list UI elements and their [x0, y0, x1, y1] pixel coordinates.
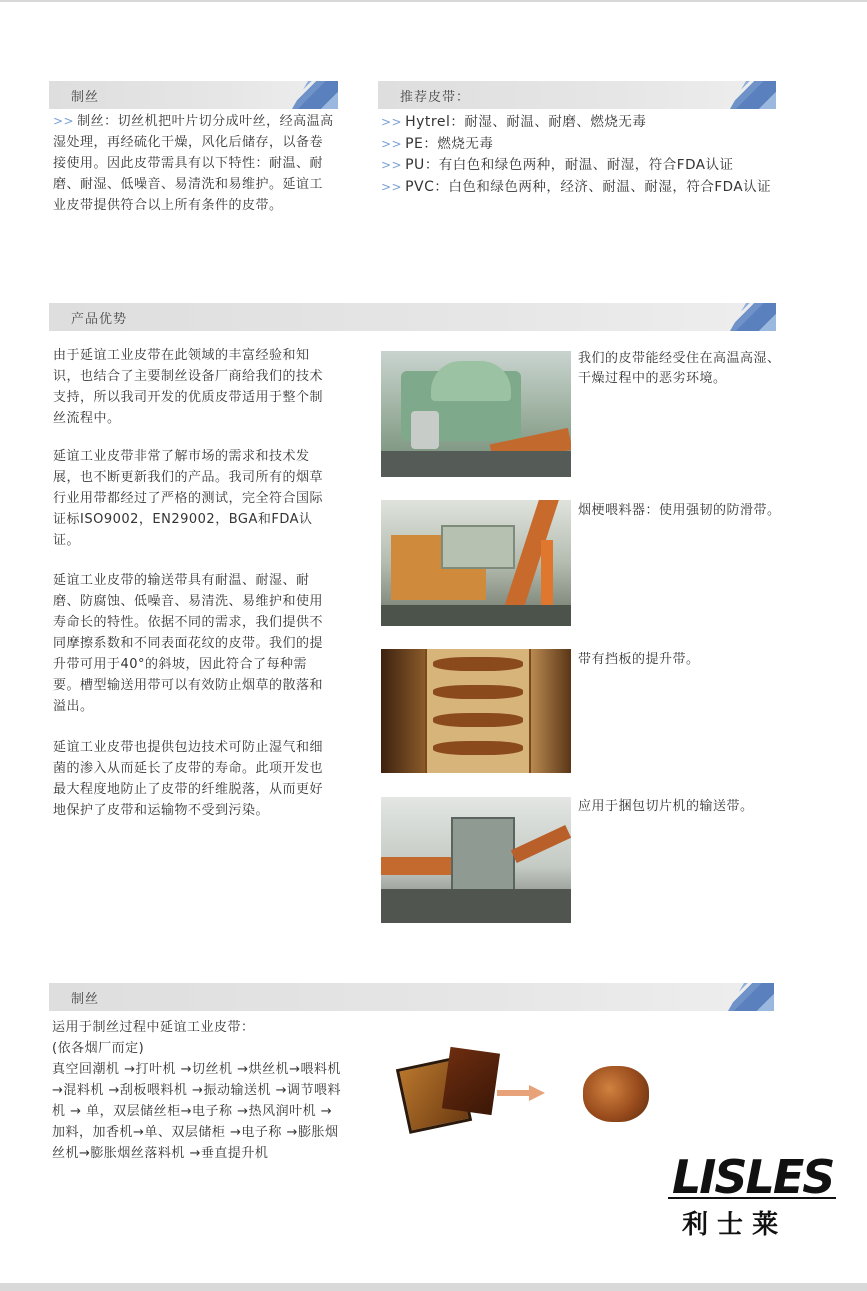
bottom-border	[0, 1283, 867, 1291]
chevron-double-right-icon: >>	[381, 179, 403, 194]
advantage-paragraph-2: 延谊工业皮带非常了解市场的需求和技术发展，也不断更新我们的产品。我司所有的烟草行业用带都经过了严格的测试，完全符合国际证标ISO9002，EN29002，BGA和FDA认证。	[53, 449, 324, 548]
company-logo	[668, 1145, 838, 1240]
tobacco-bale-image	[402, 1048, 502, 1128]
photo-stem-feeder	[381, 500, 571, 626]
list-item	[381, 134, 781, 156]
advantage-paragraph-1: 由于延谊工业皮带在此领域的丰富经验和知识，也结合了主要制丝设备厂商给我们的技术支持，所以我司开发的优质皮带适用于整个制丝流程中。	[53, 348, 324, 426]
header-stripe-decoration	[730, 81, 776, 109]
belt-name: Hytrel	[405, 114, 451, 130]
chevron-double-right-icon: >>	[381, 115, 403, 129]
belt-desc: ：有白色和绿色两种，耐温、耐湿，符合FDA认证	[424, 157, 734, 173]
header-stripe-decoration	[728, 983, 774, 1011]
caption-3: 带有挡板的提升带。	[578, 652, 700, 667]
list-item	[381, 177, 781, 199]
photo-cleated-belt	[381, 649, 571, 773]
belt-name: PVC	[405, 178, 435, 195]
chevron-double-right-icon: >>	[381, 136, 403, 151]
process-text-block	[52, 1017, 342, 1164]
section-header-recommend	[378, 81, 776, 109]
cut-tobacco-image	[583, 1066, 649, 1122]
list-item	[381, 112, 781, 134]
advantage-paragraph-3: 延谊工业皮带的输送带具有耐温、耐湿、耐磨、防腐蚀、低噪音、易清洗、易维护和使用寿命长的特性。依据不同的需求，我们提供不同摩擦系数和不同表面花纹的皮带。我们的提升带可用于40°的斜坡，因此符合了每种需要。槽型输送用带可以有效防止烟草的散落和溢出。	[53, 573, 324, 714]
chevron-double-right-icon: >>	[53, 114, 75, 128]
logo-chinese: 利 士 莱	[682, 1210, 779, 1240]
arrow-right-icon	[497, 1085, 545, 1101]
caption-4: 应用于捆包切片机的输送带。	[578, 799, 754, 814]
belt-desc: ：白色和绿色两种，经济、耐温、耐湿，符合FDA认证	[434, 178, 772, 195]
list-item	[381, 155, 781, 177]
section-title: 推荐皮带：	[400, 90, 471, 105]
process-chain: 真空回潮机 →打叶机 →切丝机 →烘丝机→喂料机 →混料机 →刮板喂料机 →振动输送机 →调节喂料机 → 单，双层储丝柜→电子称 →热风润叶机 → 加料，加香机→单、双层储柜 →电子称 →膨胀烟丝机→膨胀烟丝落料机 →垂直提升机	[52, 1062, 341, 1161]
caption-2: 烟梗喂料器：使用强韧的防滑带。	[578, 503, 781, 518]
section-title: 制丝	[71, 90, 100, 105]
advantage-paragraph-4: 延谊工业皮带也提供包边技术可防止湿气和细菌的渗入从而延长了皮带的寿命。此项开发也最大程度地防止了皮带的纤维脱落，从而更好地保护了皮带和运输物不受到污染。	[53, 740, 324, 818]
section-header-zhisi-2	[49, 983, 774, 1011]
logo-latin: LISLES	[672, 1150, 834, 1204]
recommend-list	[381, 112, 781, 198]
header-stripe-decoration	[730, 303, 776, 331]
belt-name: PU	[405, 157, 425, 173]
belt-desc: ：耐湿、耐温、耐磨、燃烧无毒	[450, 114, 647, 130]
process-intro: 运用于制丝过程中延谊工业皮带：	[52, 1020, 255, 1035]
belt-desc: ：燃烧无毒	[423, 135, 494, 152]
photo-bale-slicer	[381, 797, 571, 923]
zhisi-intro-text	[53, 111, 335, 216]
intro-text: 制丝：切丝机把叶片切分成叶丝，经高温高湿处理，再经硫化干燥，风化后储存，以备卷接使用。因此皮带需具有以下特性：耐温、耐磨、耐湿、低噪音、易清洗和易维护。延谊工业皮带提供符合以上所有条件的皮带。	[53, 114, 334, 213]
chevron-double-right-icon: >>	[381, 158, 403, 172]
section-title: 制丝	[71, 992, 100, 1007]
belt-name: PE	[405, 135, 424, 152]
top-border	[0, 0, 867, 2]
caption-1: 我们的皮带能经受住在高温高湿、干燥过程中的恶劣环境。	[578, 351, 781, 386]
section-header-zhisi	[49, 81, 338, 109]
photo-drying-machine	[381, 351, 571, 477]
section-title: 产品优势	[71, 312, 128, 327]
section-header-advantages	[49, 303, 776, 331]
header-stripe-decoration	[292, 81, 338, 109]
process-note: (依各烟厂而定)	[52, 1041, 145, 1056]
